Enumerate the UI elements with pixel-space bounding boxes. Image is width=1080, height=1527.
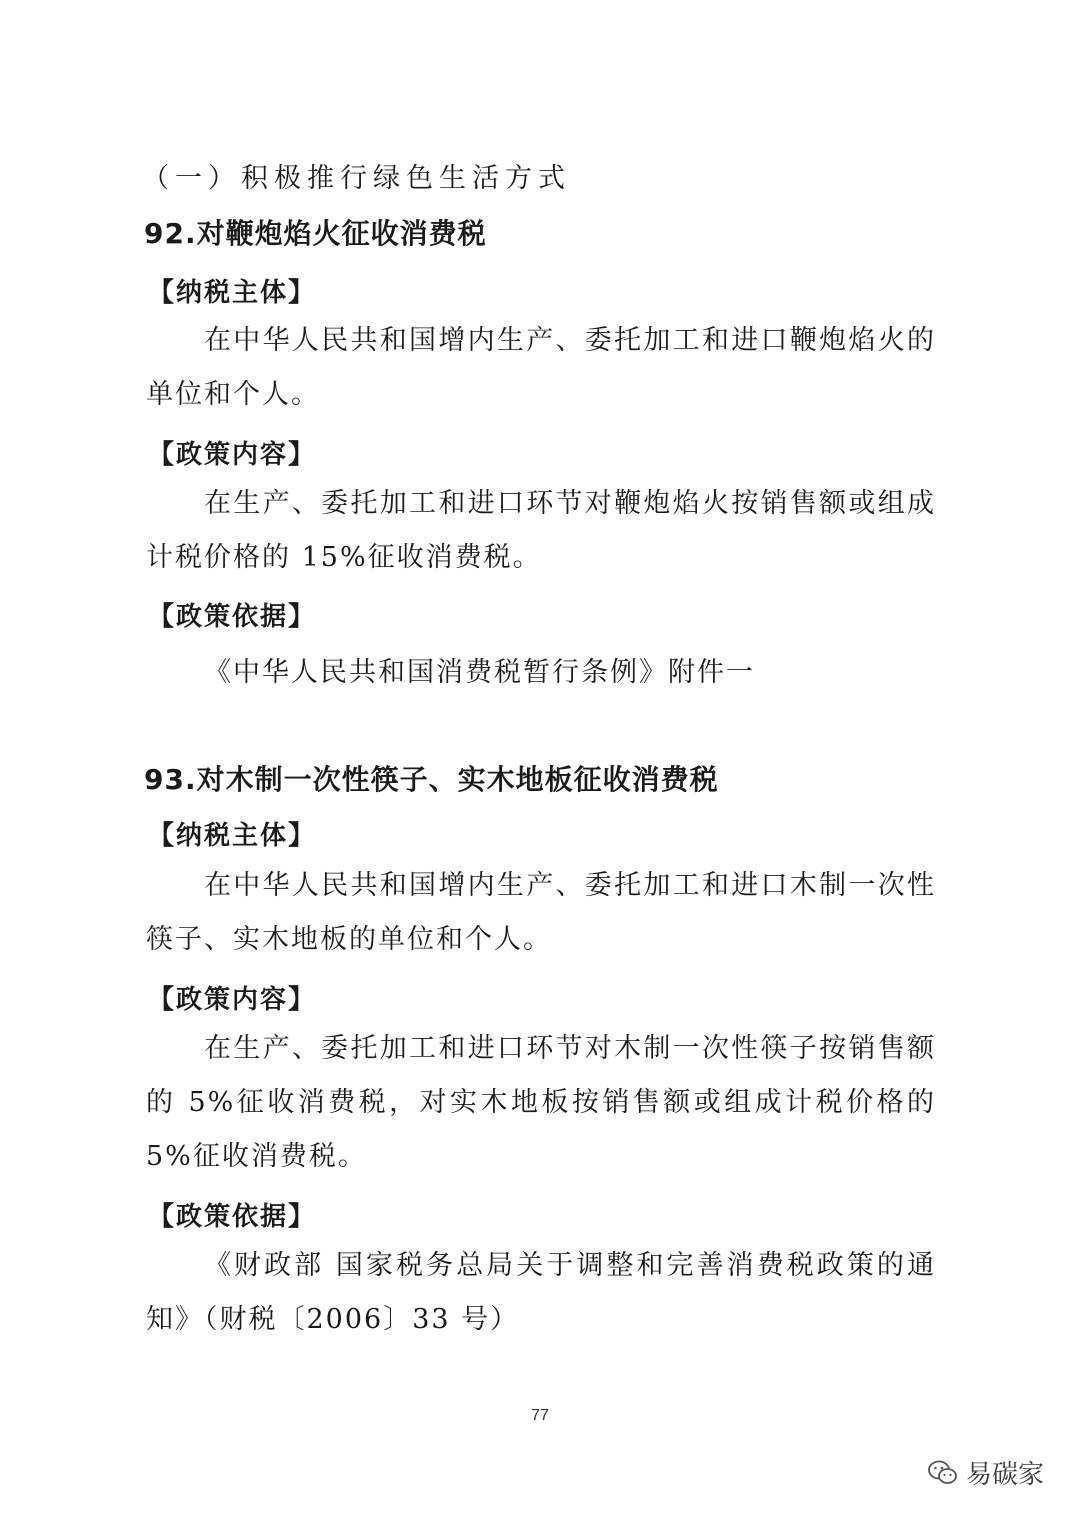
item-92-basis-text: 《中华人民共和国消费税暂行条例》附件一 xyxy=(204,657,755,688)
section-title: （一）积极推行绿色生活方式 xyxy=(142,163,571,194)
item-92-subject-tag: 【纳税主体】 xyxy=(148,278,317,308)
item-93-basis-tag: 【政策依据】 xyxy=(148,1202,317,1232)
item-93-content-tag: 【政策内容】 xyxy=(148,985,317,1015)
item-93-heading: 93.对木制一次性筷子、实木地板征收消费税 xyxy=(144,763,719,796)
page-number: 77 xyxy=(531,1407,549,1424)
item-92-heading: 92.对鞭炮焰火征收消费税 xyxy=(144,217,487,250)
paragraph: 在生产、委托加工和进口环节对木制一次性筷子按销售额的 5%征收消费税，对实木地板按销售额或组成计税价格的 5%征收消费税。 xyxy=(146,1033,936,1172)
watermark xyxy=(928,1454,1044,1491)
wechat-icon xyxy=(928,1460,958,1486)
item-93-basis-text xyxy=(146,1239,936,1347)
paragraph: 《财政部 国家税务总局关于调整和完善消费税政策的通知》（财税〔2006〕33 号） xyxy=(146,1250,936,1335)
paragraph: 在生产、委托加工和进口环节对鞭炮焰火按销售额或组成计税价格的 15%征收消费税。 xyxy=(146,488,936,573)
item-92-subject-text xyxy=(146,314,936,422)
item-92-basis-tag: 【政策依据】 xyxy=(148,602,317,632)
item-93-subject-tag: 【纳税主体】 xyxy=(148,821,317,851)
item-93-content-text xyxy=(146,1022,936,1184)
item-93-subject-text xyxy=(146,859,936,967)
item-92-content-tag: 【政策内容】 xyxy=(148,440,317,470)
paragraph: 在中华人民共和国增内生产、委托加工和进口木制一次性筷子、实木地板的单位和个人。 xyxy=(146,870,936,955)
paragraph: 在中华人民共和国增内生产、委托加工和进口鞭炮焰火的单位和个人。 xyxy=(146,325,936,410)
item-92-content-text xyxy=(146,477,936,585)
watermark-label: 易碳家 xyxy=(965,1460,1044,1490)
